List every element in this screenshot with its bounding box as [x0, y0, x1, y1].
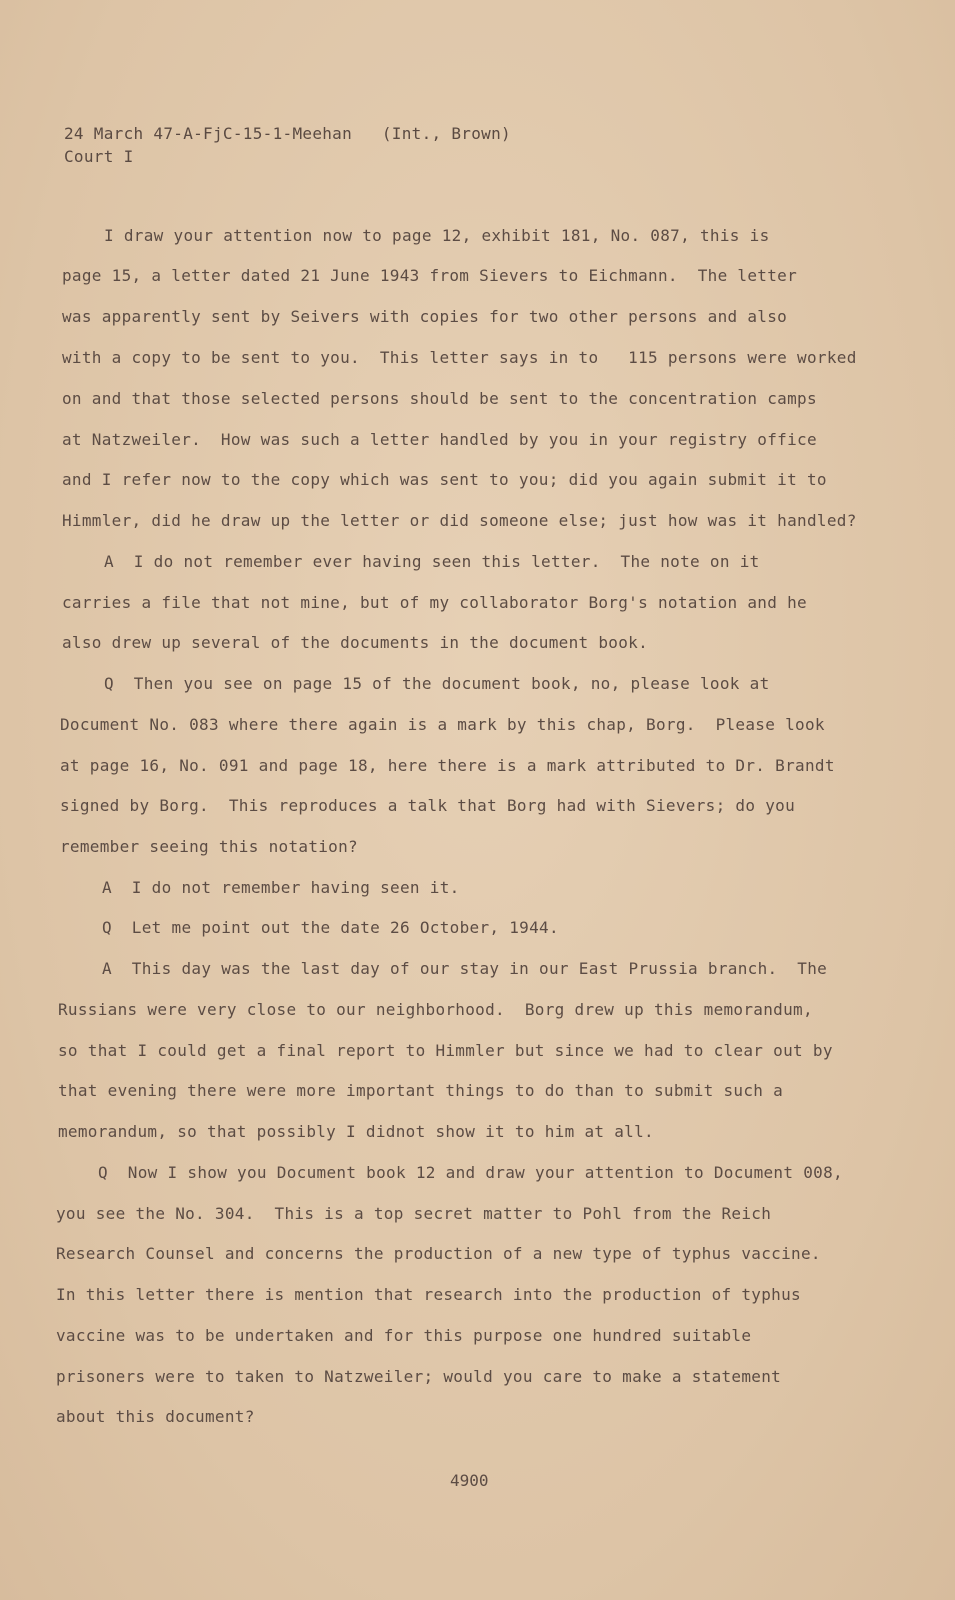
text-line: carries a file that not mine, but of my collaborator Borg's notation and he: [62, 593, 807, 612]
document-header: [64, 122, 511, 168]
text-line: that evening there were more important things to do than to submit such a: [58, 1081, 784, 1100]
text-line: Q Then you see on page 15 of the document book, no, please look at: [104, 674, 770, 693]
text-line: signed by Borg. This reproduces a talk that Borg had with Sievers; do you: [60, 796, 796, 815]
text-line: with a copy to be sent to you. This letter says in to 115 persons were worked: [62, 348, 857, 367]
text-line: A I do not remember having seen it.: [102, 878, 460, 897]
text-line: remember seeing this notation?: [60, 837, 358, 856]
text-line: Q Let me point out the date 26 October, 1944.: [102, 918, 559, 937]
text-line: page 15, a letter dated 21 June 1943 from Sievers to Eichmann. The letter: [62, 266, 798, 285]
text-line: you see the No. 304. This is a top secret matter to Pohl from the Reich: [56, 1204, 772, 1223]
text-line: In this letter there is mention that research into the production of typhus: [56, 1285, 801, 1304]
text-line: and I refer now to the copy which was sent to you; did you again submit it to: [62, 470, 827, 489]
text-line: vaccine was to be undertaken and for this purpose one hundred suitable: [56, 1326, 752, 1345]
text-line: Himmler, did he draw up the letter or did someone else; just how was it handled?: [62, 511, 857, 530]
page-number: 4900: [450, 1471, 489, 1490]
text-line: at page 16, No. 091 and page 18, here there is a mark attributed to Dr. Brandt: [60, 756, 835, 775]
text-line: A I do not remember ever having seen this letter. The note on it: [104, 552, 760, 571]
text-line: Russians were very close to our neighborhood. Borg drew up this memorandum,: [58, 1000, 813, 1019]
text-line: memorandum, so that possibly I didnot show it to him at all.: [58, 1122, 654, 1141]
text-line: so that I could get a final report to Himmler but since we had to clear out by: [58, 1041, 833, 1060]
header-line-date-reference: 24 March 47-A-FjC-15-1-Meehan (Int., Brown): [64, 124, 511, 143]
text-line: on and that those selected persons should be sent to the concentration camps: [62, 389, 817, 408]
text-line: also drew up several of the documents in the document book.: [62, 633, 649, 652]
text-line: prisoners were to taken to Natzweiler; would you care to make a statement: [56, 1367, 782, 1386]
text-line: was apparently sent by Seivers with copies for two other persons and also: [62, 307, 788, 326]
text-line: Document No. 083 where there again is a mark by this chap, Borg. Please look: [60, 715, 825, 734]
text-line: at Natzweiler. How was such a letter handled by you in your registry office: [62, 430, 817, 449]
text-line: Research Counsel and concerns the production of a new type of typhus vaccine.: [56, 1244, 821, 1263]
text-line: A This day was the last day of our stay in our East Prussia branch. The: [102, 959, 828, 978]
header-line-court: Court I: [64, 147, 134, 166]
text-line: about this document?: [56, 1407, 255, 1426]
text-line: I draw your attention now to page 12, exhibit 181, No. 087, this is: [104, 226, 770, 245]
text-line: Q Now I show you Document book 12 and draw your attention to Document 008,: [98, 1163, 843, 1182]
